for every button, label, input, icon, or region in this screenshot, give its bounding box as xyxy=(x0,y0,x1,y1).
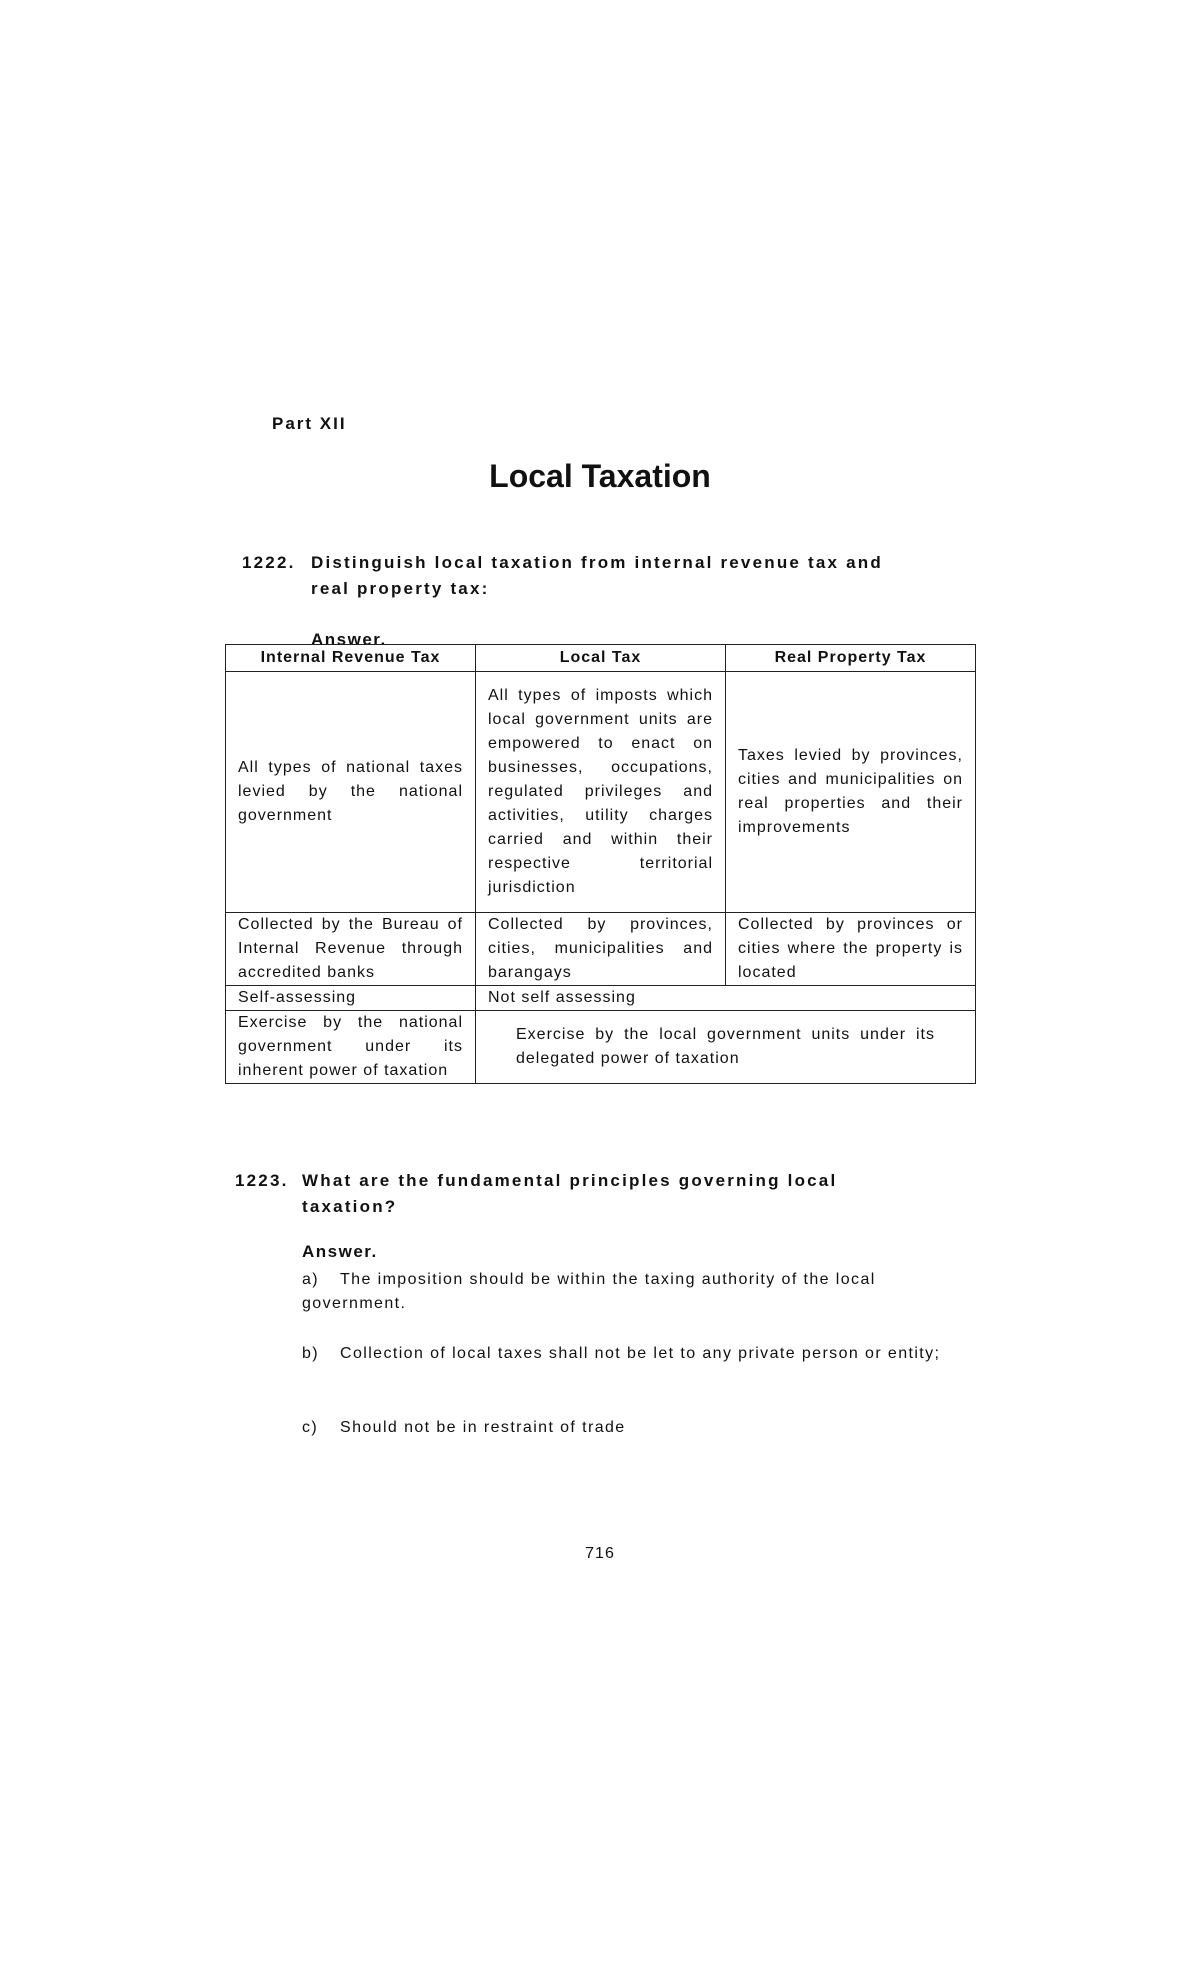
question-1222 xyxy=(242,550,883,602)
table-cell: Exercise by the local government units under its delegated power of taxation xyxy=(476,1011,976,1084)
page-number: 716 xyxy=(585,1545,615,1562)
question-1223 xyxy=(235,1168,837,1220)
table-row xyxy=(226,986,976,1011)
list-item-text: Collection of local taxes shall not be let to any private person or entity; xyxy=(340,1345,941,1362)
question-text-line1: What are the fundamental principles governing local xyxy=(302,1171,838,1190)
list-item xyxy=(302,1268,942,1316)
table-cell: Exercise by the national government under its inherent power of taxation xyxy=(226,1011,476,1084)
question-text-line2: real property tax: xyxy=(311,579,490,598)
page-title: Local Taxation xyxy=(489,458,711,494)
header-internal-revenue-tax: Internal Revenue Tax xyxy=(226,645,476,672)
list-item-text: Should not be in restraint of trade xyxy=(340,1419,626,1436)
table-row xyxy=(226,672,976,913)
question-number: 1223. xyxy=(235,1171,289,1190)
table-cell: Self-assessing xyxy=(226,986,476,1011)
part-label: Part XII xyxy=(272,414,347,433)
comparison-table xyxy=(225,644,976,1084)
header-real-property-tax: Real Property Tax xyxy=(726,645,976,672)
table-cell: Collected by provinces, cities, municipalities and barangays xyxy=(476,913,726,986)
list-item-label: a) xyxy=(302,1271,320,1288)
table-cell: All types of imposts which local government units are empowered to enact on businesses, occupations, regulated privileges and activities, utility charges carried and within their respective territorial jurisdiction xyxy=(476,672,726,913)
question-text-line1: Distinguish local taxation from internal revenue tax and xyxy=(311,553,883,572)
table-cell: Collected by provinces or cities where the property is located xyxy=(726,913,976,986)
question-text-line2: taxation? xyxy=(302,1197,398,1216)
question-number: 1222. xyxy=(242,553,296,572)
list-item-text: The imposition should be within the taxing authority of the local government. xyxy=(302,1271,876,1312)
answer-label: Answer. xyxy=(302,1242,378,1261)
answer-label: Answer. xyxy=(311,630,387,649)
table-cell: All types of national taxes levied by the national government xyxy=(226,672,476,913)
list-item xyxy=(302,1342,942,1366)
header-local-tax: Local Tax xyxy=(476,645,726,672)
table-cell: Not self assessing xyxy=(476,986,976,1011)
table-header-row xyxy=(226,645,976,672)
table-cell: Collected by the Bureau of Internal Revenue through accredited banks xyxy=(226,913,476,986)
list-item xyxy=(302,1416,942,1440)
table-row xyxy=(226,1011,976,1084)
table-cell: Taxes levied by provinces, cities and municipalities on real properties and their improvements xyxy=(726,672,976,913)
list-item-label: b) xyxy=(302,1345,320,1362)
list-item-label: c) xyxy=(302,1419,319,1436)
table-row xyxy=(226,913,976,986)
